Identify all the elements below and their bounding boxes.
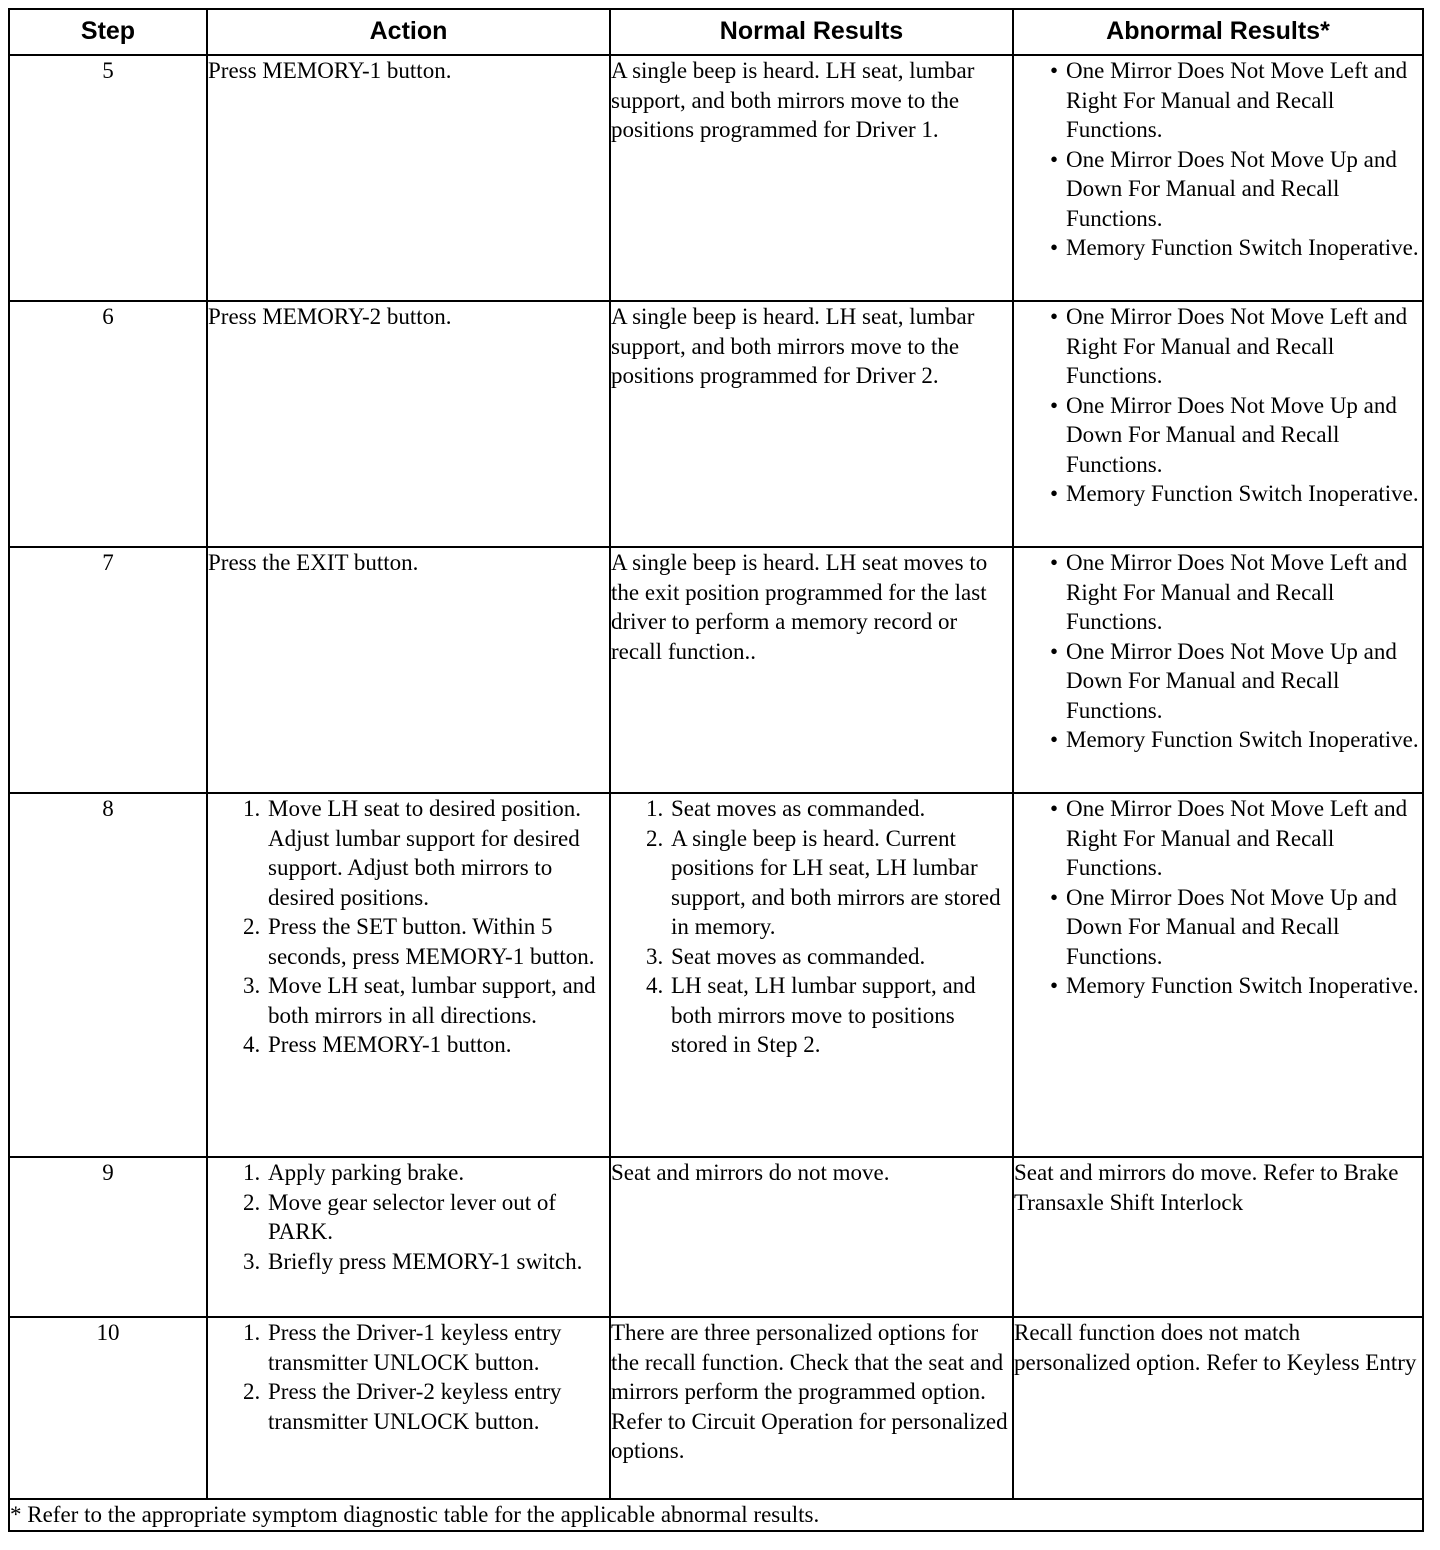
abnormal-result-list-item: • Memory Function Switch Inoperative. bbox=[1066, 971, 1422, 1001]
diagnostic-table bbox=[8, 8, 1424, 1532]
abnormal-result-cell bbox=[1013, 547, 1423, 793]
normal-result-text: Seat and mirrors do not move. bbox=[611, 1160, 890, 1185]
header-step: Step bbox=[9, 9, 207, 55]
action-list-item: 1. Move LH seat to desired position. Adjust lumbar support for desired support. Adjust both mirrors to desired positions. bbox=[266, 794, 609, 912]
table-row bbox=[9, 301, 1423, 547]
table-row bbox=[9, 55, 1423, 301]
step-number: 9 bbox=[9, 1157, 207, 1317]
abnormal-result-list-item: • Memory Function Switch Inoperative. bbox=[1066, 725, 1422, 755]
abnormal-result-list-item: • Memory Function Switch Inoperative. bbox=[1066, 233, 1422, 263]
action-list bbox=[208, 794, 609, 1060]
table-body bbox=[9, 55, 1423, 1499]
normal-result-cell bbox=[610, 1157, 1013, 1317]
action-list-item: 2. Move gear selector lever out of PARK. bbox=[266, 1188, 609, 1247]
abnormal-result-list-item: • One Mirror Does Not Move Up and Down For Manual and Recall Functions. bbox=[1066, 637, 1422, 726]
step-number: 8 bbox=[9, 793, 207, 1157]
normal-result-list-item: 1. Seat moves as commanded. bbox=[669, 794, 1012, 824]
abnormal-result-list bbox=[1014, 56, 1422, 263]
abnormal-result-list bbox=[1014, 548, 1422, 755]
footnote-row bbox=[9, 1499, 1423, 1531]
normal-result-cell bbox=[610, 793, 1013, 1157]
abnormal-result-list-item: • One Mirror Does Not Move Left and Right For Manual and Recall Functions. bbox=[1066, 794, 1422, 883]
abnormal-result-cell bbox=[1013, 1157, 1423, 1317]
abnormal-result-list-item: • Memory Function Switch Inoperative. bbox=[1066, 479, 1422, 509]
abnormal-result-list-item: • One Mirror Does Not Move Left and Right For Manual and Recall Functions. bbox=[1066, 56, 1422, 145]
abnormal-result-cell bbox=[1013, 793, 1423, 1157]
normal-result-list bbox=[611, 794, 1012, 1060]
action-cell bbox=[207, 1317, 610, 1499]
normal-result-cell bbox=[610, 547, 1013, 793]
normal-result-text: A single beep is heard. LH seat, lumbar support, and both mirrors move to the positions programmed for Driver 2. bbox=[611, 304, 975, 388]
normal-result-cell bbox=[610, 301, 1013, 547]
step-number: 10 bbox=[9, 1317, 207, 1499]
header-abnormal-results: Abnormal Results* bbox=[1013, 9, 1423, 55]
footnote: * Refer to the appropriate symptom diagnostic table for the applicable abnormal results. bbox=[9, 1499, 1423, 1531]
abnormal-result-list-item: • One Mirror Does Not Move Left and Right For Manual and Recall Functions. bbox=[1066, 548, 1422, 637]
diagnostic-page bbox=[8, 8, 1422, 1532]
action-list-item: 4. Press MEMORY-1 button. bbox=[266, 1030, 609, 1060]
abnormal-result-list-item: • One Mirror Does Not Move Left and Right For Manual and Recall Functions. bbox=[1066, 302, 1422, 391]
action-list-item: 1. Press the Driver-1 keyless entry transmitter UNLOCK button. bbox=[266, 1318, 609, 1377]
abnormal-result-list-item: • One Mirror Does Not Move Up and Down For Manual and Recall Functions. bbox=[1066, 391, 1422, 480]
step-number: 5 bbox=[9, 55, 207, 301]
action-cell bbox=[207, 55, 610, 301]
header-row bbox=[9, 9, 1423, 55]
step-number: 7 bbox=[9, 547, 207, 793]
normal-result-text: A single beep is heard. LH seat moves to the exit position programmed for the last driver to perform a memory record or recall function.. bbox=[611, 550, 988, 664]
action-cell bbox=[207, 1157, 610, 1317]
abnormal-result-list-item: • One Mirror Does Not Move Up and Down For Manual and Recall Functions. bbox=[1066, 883, 1422, 972]
action-list-item: 2. Press the SET button. Within 5 seconds, press MEMORY-1 button. bbox=[266, 912, 609, 971]
action-list-item: 2. Press the Driver-2 keyless entry transmitter UNLOCK button. bbox=[266, 1377, 609, 1436]
abnormal-result-cell bbox=[1013, 55, 1423, 301]
table-row bbox=[9, 547, 1423, 793]
action-list bbox=[208, 1158, 609, 1276]
action-cell bbox=[207, 301, 610, 547]
abnormal-result-list bbox=[1014, 794, 1422, 1001]
action-text: Press MEMORY-1 button. bbox=[208, 58, 452, 83]
normal-result-cell bbox=[610, 55, 1013, 301]
header-action: Action bbox=[207, 9, 610, 55]
abnormal-result-cell bbox=[1013, 1317, 1423, 1499]
table-row bbox=[9, 1157, 1423, 1317]
normal-result-list-item: 3. Seat moves as commanded. bbox=[669, 942, 1012, 972]
normal-result-list-item: 2. A single beep is heard. Current positions for LH seat, LH lumbar support, and both mirrors are stored in memory. bbox=[669, 824, 1012, 942]
action-list-item: 3. Move LH seat, lumbar support, and both mirrors in all directions. bbox=[266, 971, 609, 1030]
normal-result-list-item: 4. LH seat, LH lumbar support, and both mirrors move to positions stored in Step 2. bbox=[669, 971, 1012, 1060]
normal-result-text: There are three personalized options for the recall function. Check that the seat and mirrors perform the programmed option. Refer to Circuit Operation for personalized options. bbox=[611, 1320, 1008, 1463]
normal-result-text: A single beep is heard. LH seat, lumbar support, and both mirrors move to the positions programmed for Driver 1. bbox=[611, 58, 975, 142]
action-list-item: 1. Apply parking brake. bbox=[266, 1158, 609, 1188]
action-text: Press MEMORY-2 button. bbox=[208, 304, 452, 329]
header-normal-results: Normal Results bbox=[610, 9, 1013, 55]
action-list bbox=[208, 1318, 609, 1436]
abnormal-result-text: Seat and mirrors do move. Refer to Brake Transaxle Shift Interlock bbox=[1014, 1160, 1399, 1215]
abnormal-result-cell bbox=[1013, 301, 1423, 547]
action-text: Press the EXIT button. bbox=[208, 550, 419, 575]
abnormal-result-text: Recall function does not match personalized option. Refer to Keyless Entry bbox=[1014, 1320, 1417, 1375]
normal-result-cell bbox=[610, 1317, 1013, 1499]
action-list-item: 3. Briefly press MEMORY-1 switch. bbox=[266, 1247, 609, 1277]
table-row bbox=[9, 793, 1423, 1157]
action-cell bbox=[207, 547, 610, 793]
action-cell bbox=[207, 793, 610, 1157]
table-row bbox=[9, 1317, 1423, 1499]
abnormal-result-list-item: • One Mirror Does Not Move Up and Down For Manual and Recall Functions. bbox=[1066, 145, 1422, 234]
abnormal-result-list bbox=[1014, 302, 1422, 509]
step-number: 6 bbox=[9, 301, 207, 547]
